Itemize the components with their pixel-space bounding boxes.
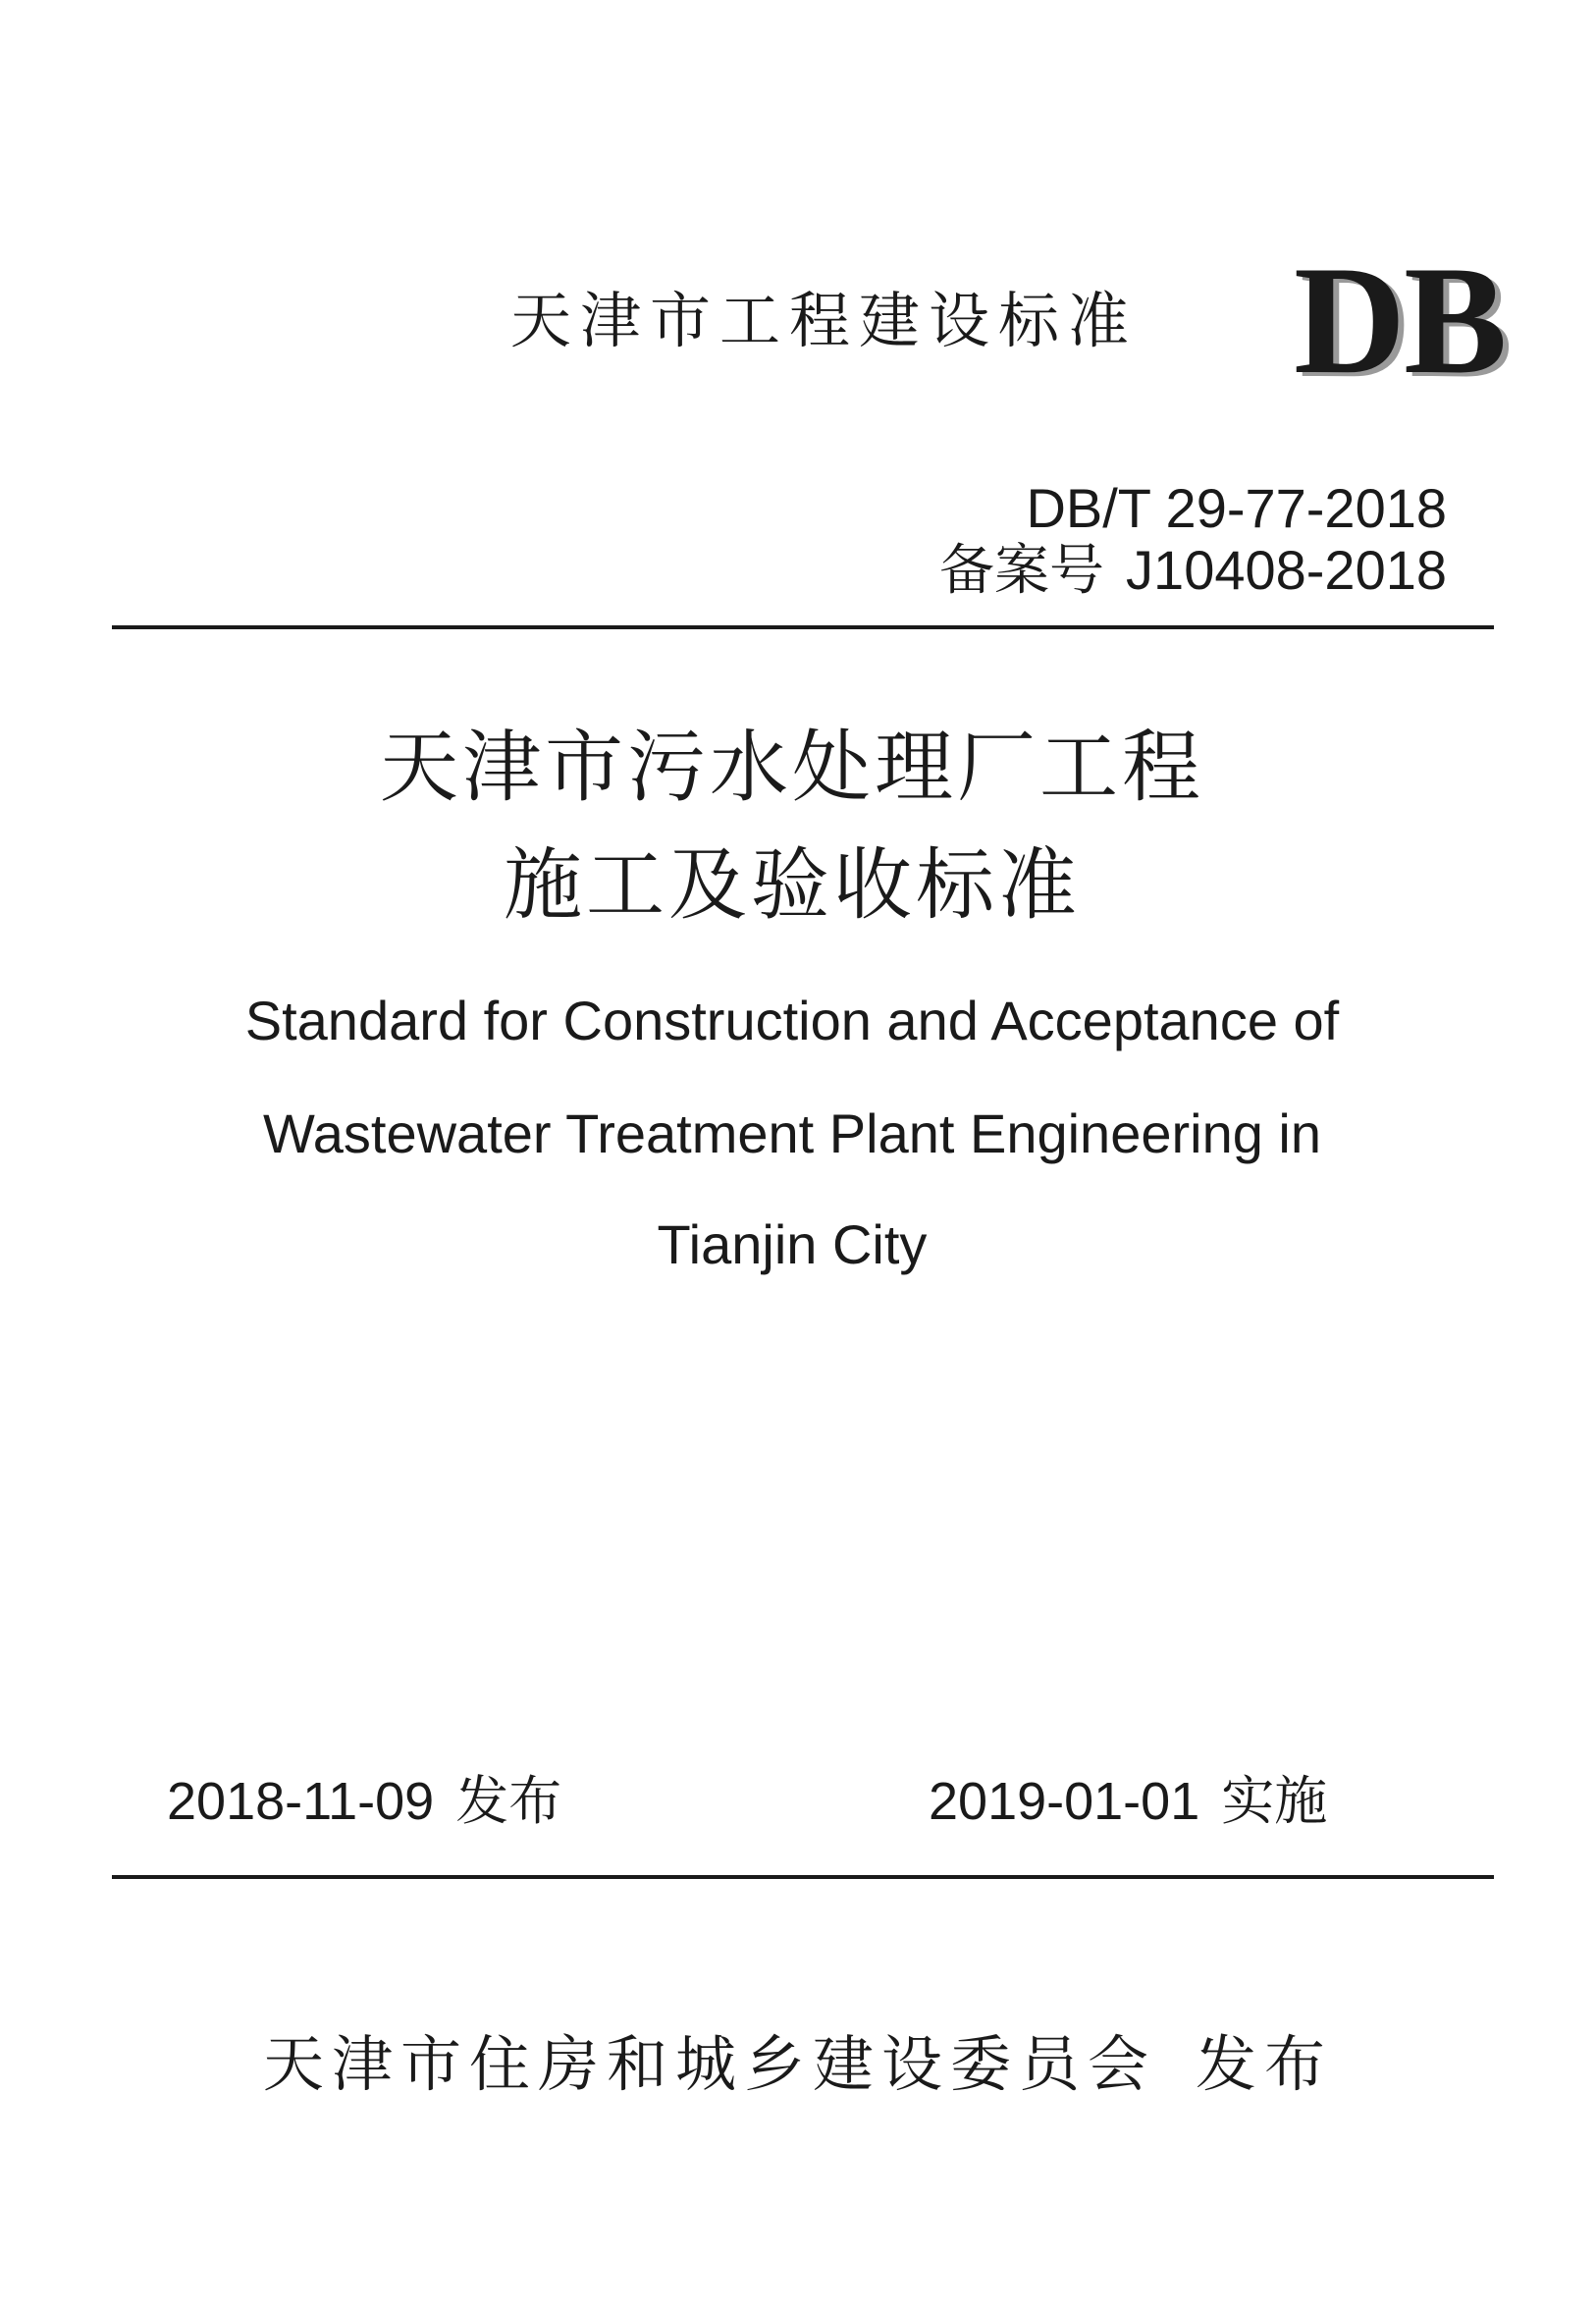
issue-date: 2018-11-09 xyxy=(167,1772,435,1831)
series-title: 天津市工程建设标准 xyxy=(510,285,1139,356)
effective-label: 实施 xyxy=(1221,1770,1328,1832)
title-en-line-1: Standard for Construction and Acceptance of xyxy=(244,990,1340,1051)
db-logo-mark: DB xyxy=(1294,235,1506,406)
publish-label: 发布 xyxy=(1196,2028,1334,2100)
standard-number: DB/T 29-77-2018 xyxy=(1026,477,1447,539)
effective-date-line xyxy=(929,1770,1328,1832)
title-en-line-2: Wastewater Treatment Plant Engineering in xyxy=(262,1102,1322,1164)
publisher-line xyxy=(0,2028,1596,2100)
issue-date-line xyxy=(167,1770,562,1832)
record-label: 备案号 xyxy=(939,539,1105,603)
publisher-name: 天津市住房和城乡建设委员会 xyxy=(262,2028,1156,2100)
title-cn-line-1: 天津市污水处理厂工程 xyxy=(380,722,1204,813)
issue-label: 发布 xyxy=(455,1770,562,1832)
record-number-line xyxy=(939,539,1447,603)
title-cn-line-2: 施工及验收标准 xyxy=(504,839,1081,931)
title-en-line-3: Tianjin City xyxy=(657,1213,928,1275)
effective-date: 2019-01-01 xyxy=(929,1772,1200,1831)
top-divider xyxy=(112,625,1494,629)
record-number: J10408-2018 xyxy=(1126,539,1447,601)
bottom-divider xyxy=(112,1875,1494,1879)
